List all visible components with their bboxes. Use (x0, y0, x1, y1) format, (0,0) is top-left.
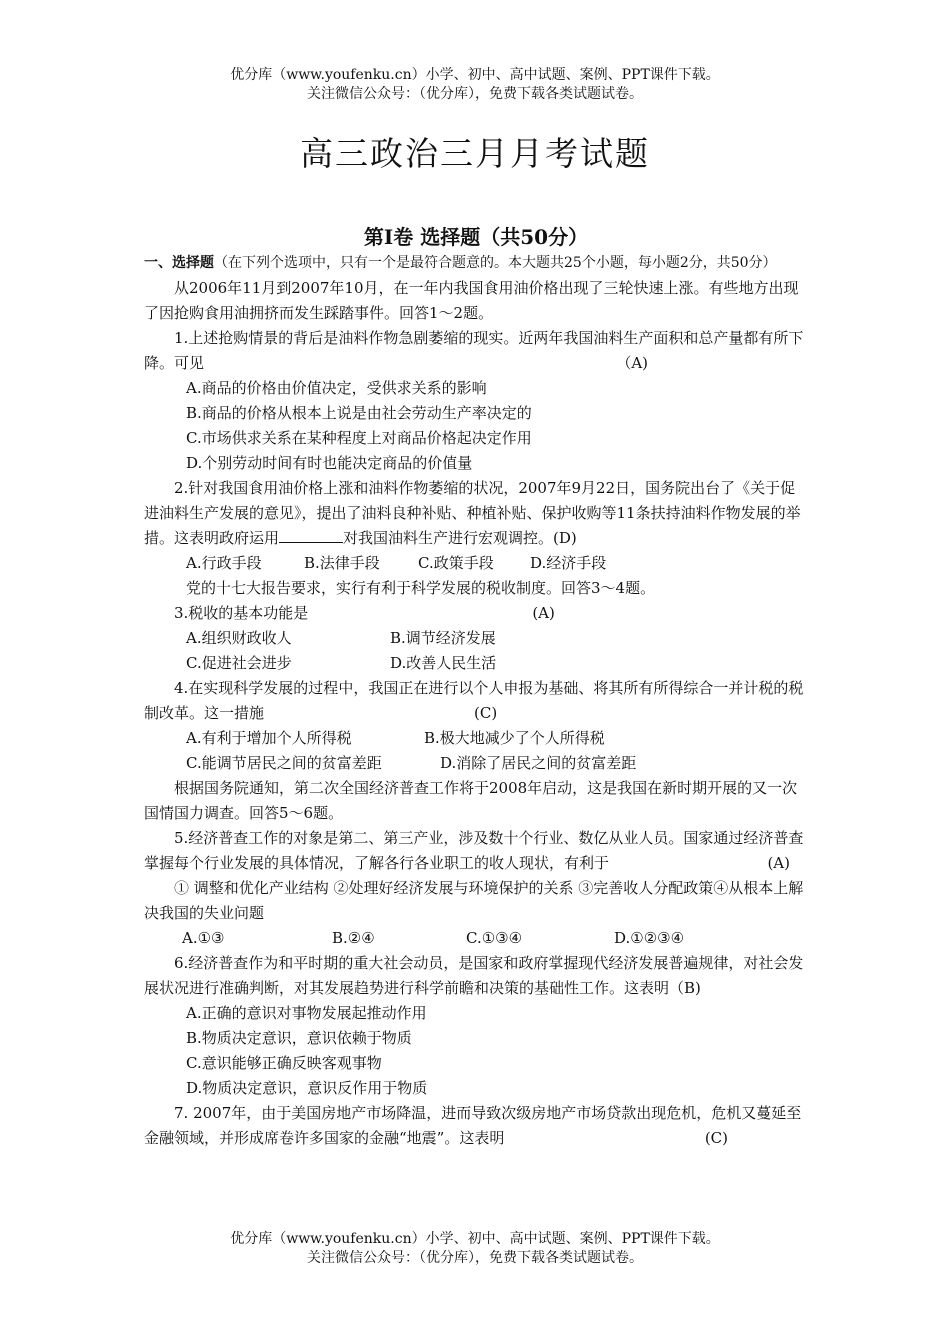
question-6 (144, 951, 808, 1001)
q2-blank (279, 528, 343, 543)
question-2 (144, 476, 808, 551)
q4-answer: (C) (474, 704, 498, 722)
exam-title: 高三政治三月月考试题 (300, 134, 650, 173)
part-note: （在下列个选项中，只有一个是最符合题意的。本大题共25个小题，每小题2分，共50分） (214, 255, 777, 271)
question-1 (144, 326, 808, 376)
q5-option-b: B.②④ (332, 929, 375, 947)
q1-option-c: C.市场供求关系在某种程度上对商品价格起决定作用 (186, 429, 532, 447)
q2-options (144, 551, 808, 576)
q5-stem: 5.经济普查工作的对象是第二、第三产业，涉及数十个行业、数亿从业人员。国家通过经济普查掌握每个行业发展的具体情况，了解各行各业职工的收人现状，有利于 (144, 829, 804, 872)
q1-stem: 1.上述抢购情景的背后是油料作物急剧萎缩的现实。近两年我国油料生产面积和总产量都有所下降。可见 (144, 329, 804, 372)
q3-answer: (A) (532, 604, 555, 622)
q6-option-c: C.意识能够正确反映客观事物 (186, 1054, 382, 1072)
q4-option-a: A.有利于增加个人所得税 (186, 729, 352, 747)
question-4 (144, 676, 808, 726)
q4-option-d: D.消除了居民之间的贫富差距 (440, 754, 637, 772)
q4-options-row-2 (144, 751, 808, 776)
q3-options-row-2 (144, 651, 808, 676)
q6-stem: 6.经济普查作为和平时期的重大社会动员，是国家和政府掌握现代经济发展普遍规律，对社会发展状况进行准确判断，对其发展趋势进行科学前瞻和决策的基础性工作。这表明 (144, 954, 804, 997)
question-5 (144, 826, 808, 876)
page-footer (0, 1230, 950, 1268)
q1-option-d: D.个别劳动时间有时也能决定商品的价值量 (186, 454, 473, 472)
q4-option-b: B.极大地减少了个人所得税 (424, 729, 605, 747)
q6-option-b: B.物质决定意识，意识依赖于物质 (186, 1029, 412, 1047)
q6-answer: （B) (669, 979, 701, 997)
q2-option-a: A.行政手段 (186, 554, 262, 572)
q3-option-a: A.组织财政收人 (186, 629, 292, 647)
q2-stem-b: 对我国油料生产进行宏观调控。 (343, 529, 554, 547)
section-title: 第Ⅰ卷 选择题（共50分） (363, 225, 589, 249)
q1-option-a: A.商品的价格由价值决定，受供求关系的影响 (186, 379, 487, 397)
q5-option-c: C.①③④ (466, 929, 523, 947)
intro-1: 从2006年11月到2007年10月，在一年内我国食用油价格出现了三轮快速上涨。有些地方出现了因抢购食用油拥挤而发生踩踏事件。回答1～2题。 (144, 279, 799, 322)
q4-options-row-1 (144, 726, 808, 751)
exam-content (144, 224, 808, 1151)
q1-answer: （A) (616, 354, 648, 372)
part-instructions (144, 251, 808, 276)
q5-options (144, 926, 808, 951)
q4-stem: 4.在实现科学发展的过程中，我国正在进行以个人申报为基础、将其所有所得综合一并计税的税制改革。这一措施 (144, 679, 804, 722)
q5-items: ① 调整和优化产业结构 ②处理好经济发展与环境保护的关系 ③完善收人分配政策④从根本上解决我国的失业问题 (144, 879, 804, 922)
q2-option-d: D.经济手段 (530, 554, 607, 572)
q6-option-d: D.物质决定意识，意识反作用于物质 (186, 1079, 428, 1097)
q2-answer: (D) (553, 529, 577, 547)
footer-line-2: 关注微信公众号：（优分库），免费下载各类试题试卷。 (307, 1250, 643, 1266)
q6-option-a: A.正确的意识对事物发展起推动作用 (186, 1004, 427, 1022)
q2-option-b: B.法律手段 (304, 554, 380, 572)
footer-line-1: 优分库（www.youfenku.cn）小学、初中、高中试题、案例、PPT课件下载。 (230, 1231, 720, 1247)
question-7 (144, 1101, 808, 1151)
q3-stem: 3.税收的基本功能是 (174, 604, 309, 622)
q5-answer: (A) (767, 854, 790, 872)
intro-2: 党的十七大报告要求，实行有利于科学发展的税收制度。回答3～4题。 (186, 579, 656, 597)
q7-answer: (C) (704, 1129, 728, 1147)
q3-option-d: D.改善人民生活 (390, 654, 497, 672)
header-line-1: 优分库（www.youfenku.cn）小学、初中、高中试题、案例、PPT课件下载。 (230, 67, 720, 83)
question-3 (144, 601, 808, 626)
q3-options-row-1 (144, 626, 808, 651)
q5-option-a: A.①③ (182, 929, 225, 947)
intro-3: 根据国务院通知，第二次全国经济普查工作将于2008年启动，这是我国在新时期开展的又一次国情国力调查。回答5～6题。 (144, 779, 798, 822)
q4-option-c: C.能调节居民之间的贫富差距 (186, 754, 382, 772)
page-header (0, 66, 950, 104)
q1-option-b: B.商品的价格从根本上说是由社会劳动生产率决定的 (186, 404, 532, 422)
q3-option-c: C.促进社会进步 (186, 654, 292, 672)
q3-option-b: B.调节经济发展 (390, 629, 496, 647)
q5-option-d: D.①②③④ (614, 929, 685, 947)
part-label: 一、选择题 (144, 255, 214, 271)
q7-stem: 7. 2007年，由于美国房地产市场降温，进而导致次级房地产市场贷款出现危机，危机又蔓延至金融领域，并形成席卷许多国家的金融“地震”。这表明 (144, 1104, 802, 1147)
q2-option-c: C.政策手段 (418, 554, 494, 572)
header-line-2: 关注微信公众号：（优分库），免费下载各类试题试卷。 (307, 86, 643, 102)
q2-stem-a: 2.针对我国食用油价格上涨和油料作物萎缩的状况，2007年9月22日，国务院出台了《关于促进油料生产发展的意见》，提出了油料良种补贴、种植补贴、保护收购等11条扶持油料作物发展的举措。这表明政府运用 (144, 479, 801, 547)
